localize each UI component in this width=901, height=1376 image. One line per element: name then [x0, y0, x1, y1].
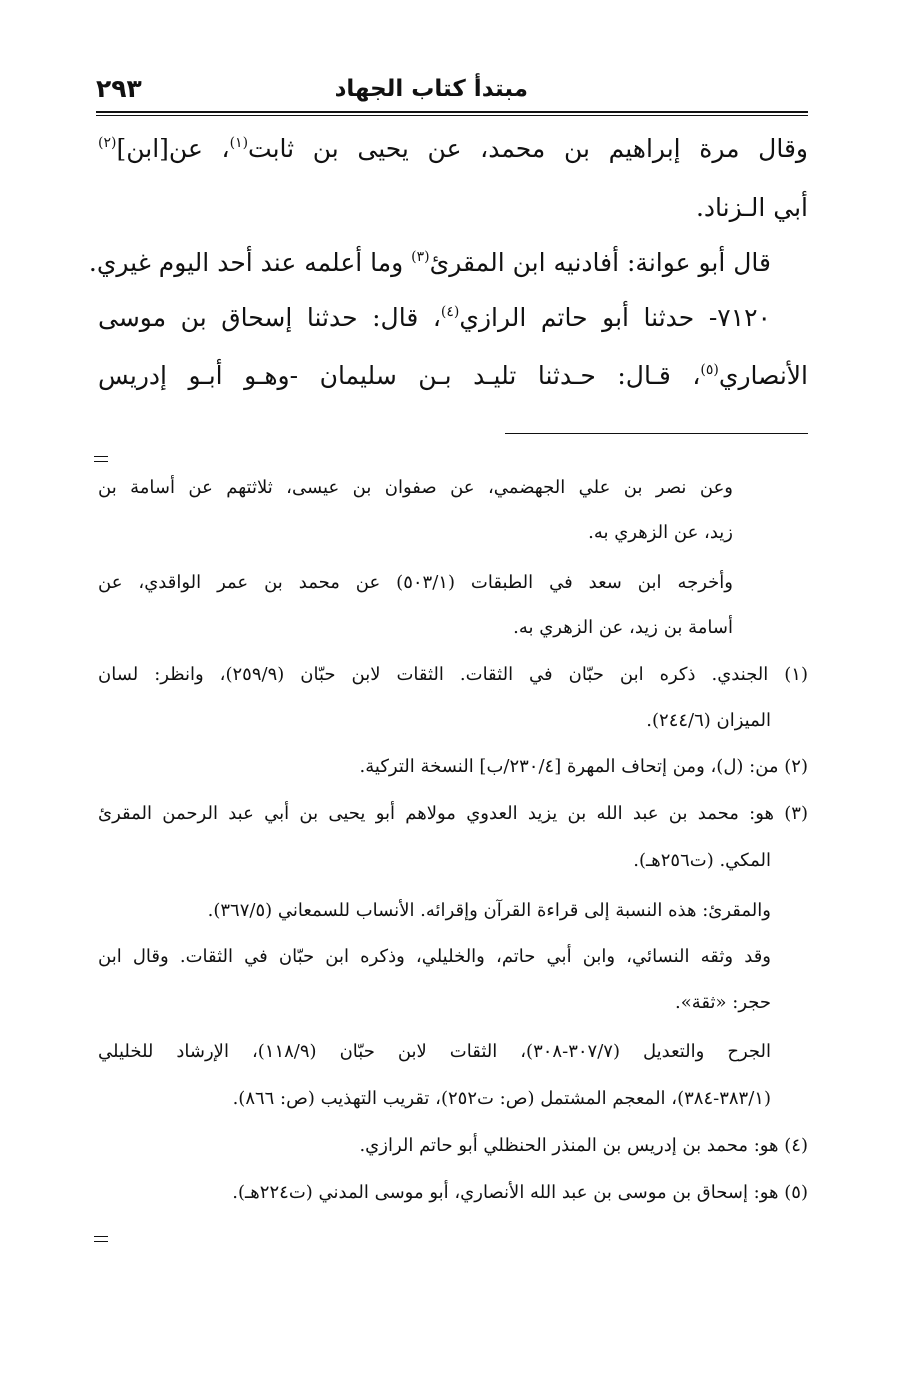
footnote-separator: [505, 433, 808, 434]
main-text: ٧١٢٠- حدثنا أبو حاتم الرازي: [459, 303, 771, 332]
main-text: وما أعلمه عند أحد اليوم غيري.: [88, 248, 412, 277]
main-line-5: [98, 361, 808, 390]
page-number: ٢٩٣: [96, 74, 142, 103]
main-text: ، قـال: حـدثنا تليـد بـن سليمان -وهـو أبـو إدريس: [98, 361, 701, 390]
chapter-title: مبتدأ كتاب الجهاد: [334, 76, 528, 102]
footnote-2: (٢) من: (ل)، ومن إتحاف المهرة [٢٣٠/٤/ب] النسخة التركية.: [359, 756, 808, 777]
continuation-mark: [94, 1236, 108, 1242]
footnote-3-note: وقد وثقه النسائي، وابن أبي حاتم، والخليلي، وذكره ابن حبّان في الثقات. وقال ابن: [98, 946, 771, 967]
main-text: أبي الـزناد.: [695, 193, 808, 222]
footnote-1-cont: الميزان (٢٤٤/٦).: [646, 710, 771, 731]
main-text: وقال مرة إبراهيم بن محمد، عن يحيى بن ثابت: [248, 134, 808, 163]
footnote-ref[interactable]: (٣): [411, 249, 430, 265]
main-line-4: [98, 303, 771, 332]
main-text: ، عن[ابن]: [116, 134, 230, 163]
footnote-ref[interactable]: (١): [229, 135, 249, 151]
footnote-3-note: والمقرئ: هذه النسبة إلى قراءة القرآن وإقرائه. الأنساب للسمعاني (٣٦٧/٥).: [207, 900, 771, 921]
footnote-5: (٥) هو: إسحاق بن موسى بن عبد الله الأنصاري، أبو موسى المدني (ت٢٢٤هـ).: [232, 1182, 808, 1203]
main-text: قال أبو عوانة: أفادنيه ابن المقرئ: [429, 248, 771, 277]
main-line-3: [89, 248, 771, 277]
footnote-3-refs: الجرح والتعديل (٣٠٧/٧-٣٠٨)، الثقات لابن حبّان (١١٨/٩)، الإرشاد للخليلي: [98, 1041, 772, 1062]
main-text: الأنصاري: [718, 361, 808, 390]
running-header: [96, 74, 808, 108]
main-text: ، قال: حدثنا إسحاق بن موسى: [98, 303, 441, 332]
footnote-ref[interactable]: (٤): [440, 304, 460, 320]
main-line-1: [98, 134, 808, 163]
footnote-continued-line: زيد، عن الزهري به.: [588, 522, 733, 543]
footnote-3-note: حجر: «ثقة».: [675, 992, 771, 1013]
footnote-3: (٣) هو: محمد بن عبد الله بن يزيد العدوي مولاهم أبو يحيى بن أبي عبد الرحمن المقرئ: [98, 803, 808, 824]
footnote-ref[interactable]: (٥): [700, 362, 719, 378]
footnote-continued-line: وعن نصر بن علي الجهضمي، عن صفوان بن عيسى، ثلاثتهم عن أسامة بن: [98, 477, 733, 498]
footnote-continued-line: أسامة بن زيد، عن الزهري به.: [513, 617, 733, 638]
continuation-mark: [94, 456, 108, 462]
header-rule: [96, 111, 808, 116]
footnote-4: (٤) هو: محمد بن إدريس بن المنذر الحنظلي أبو حاتم الرازي.: [359, 1135, 808, 1156]
footnote-continued-line: وأخرجه ابن سعد في الطبقات (٥٠٣/١) عن محمد بن عمر الواقدي، عن: [98, 572, 733, 593]
main-line-2: [696, 193, 808, 222]
footnote-ref[interactable]: (٢): [98, 135, 117, 151]
footnote-1: (١) الجندي. ذكره ابن حبّان في الثقات. الثقات لابن حبّان (٢٥٩/٩)، وانظر: لسان: [98, 664, 808, 685]
footnote-3-cont: المكي. (ت٢٥٦هـ).: [633, 850, 771, 871]
footnote-3-refs: (٣٨٣/١-٣٨٤)، المعجم المشتمل (ص: ت٢٥٢)، تقريب التهذيب (ص: ٨٦٦).: [232, 1088, 771, 1109]
